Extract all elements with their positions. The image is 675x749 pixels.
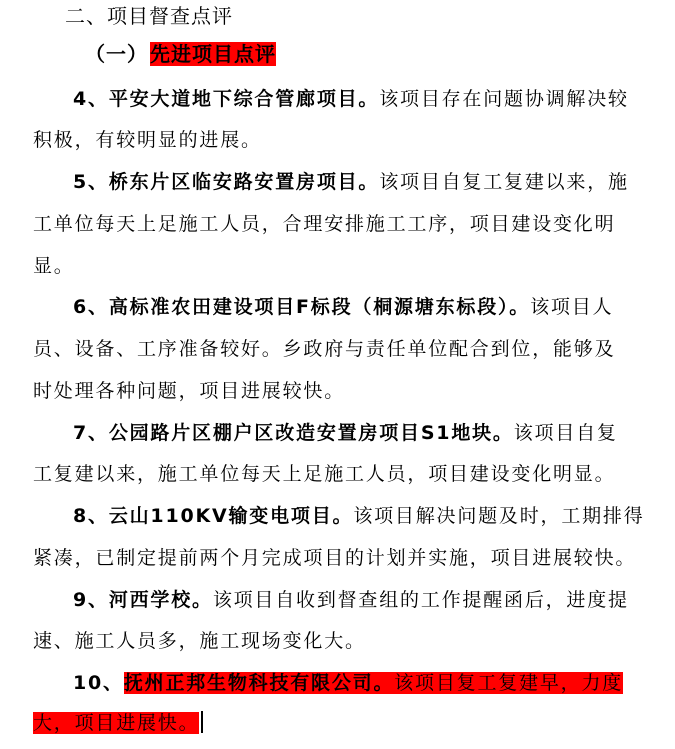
- item-title: 8、云山110KV输变电项目。: [73, 505, 354, 527]
- paragraph-line[interactable]: [33, 708, 643, 738]
- paragraph-line: [33, 501, 675, 531]
- paragraph-line: [33, 543, 643, 573]
- item-text: 紧凑，已制定提前两个月完成项目的计划并实施，项目进展较快。: [33, 547, 637, 569]
- item-text: 工复建以来，施工单位每天上足施工人员，项目建设变化明显。: [33, 463, 616, 485]
- item-text: 显。: [33, 255, 75, 277]
- item-text: 该项目存在问题协调解决较: [379, 88, 629, 110]
- paragraph-line: [33, 209, 643, 239]
- sub-heading-title: 先进项目点评: [150, 42, 276, 66]
- paragraph-line: [33, 668, 675, 698]
- item-title: 9、河西学校。: [73, 589, 213, 611]
- item-text: 该项目自复工复建以来，施: [379, 171, 629, 193]
- item-text: 时处理各种问题，项目进展较快。: [33, 380, 346, 402]
- section-heading-text: 二、项目督查点评: [65, 4, 233, 28]
- paragraph-line: [33, 418, 675, 448]
- text-cursor: [201, 711, 203, 733]
- item-title: 抚州正邦生物科技有限公司。: [123, 672, 395, 694]
- item-text: 速、施工人员多，施工现场变化大。: [33, 630, 366, 652]
- paragraph-line: [33, 626, 643, 656]
- item-text: 大，项目进展快。: [33, 712, 200, 734]
- paragraph-line: [33, 251, 643, 281]
- sub-heading-prefix: （一）: [85, 42, 148, 66]
- sub-heading: [33, 39, 675, 69]
- item-title: 7、公园路片区棚户区改造安置房项目S1地块。: [73, 422, 514, 444]
- item-text: 该项目自复: [513, 422, 618, 444]
- item-text: 员、设备、工序准备较好。乡政府与责任单位配合到位，能够及: [33, 338, 616, 360]
- paragraph-line: [33, 292, 675, 322]
- paragraph-line: [33, 334, 643, 364]
- paragraph-line: [33, 125, 643, 155]
- item-text: 该项目人: [530, 296, 614, 318]
- paragraph-line: [33, 585, 675, 615]
- item-number: 10、: [73, 672, 124, 694]
- item-text: 积极，有较明显的进展。: [33, 129, 262, 151]
- item-text: 该项目复工复建早，力度: [394, 672, 624, 694]
- paragraph-line: [33, 167, 675, 197]
- paragraph-line: [33, 84, 675, 114]
- paragraph-line: [33, 459, 643, 489]
- item-text: 该项目自收到督查组的工作提醒函后，进度提: [212, 589, 629, 611]
- section-heading: [33, 1, 675, 31]
- item-title: 6、高标准农田建设项目F标段（桐源塘东标段）。: [73, 296, 531, 318]
- item-title: 4、平安大道地下综合管廊项目。: [73, 88, 380, 110]
- item-text: 工单位每天上足施工人员，合理安排施工工序，项目建设变化明: [33, 213, 616, 235]
- item-text: 该项目解决问题及时，工期排得: [353, 505, 645, 527]
- paragraph-line: [33, 376, 643, 406]
- item-title: 5、桥东片区临安路安置房项目。: [73, 171, 380, 193]
